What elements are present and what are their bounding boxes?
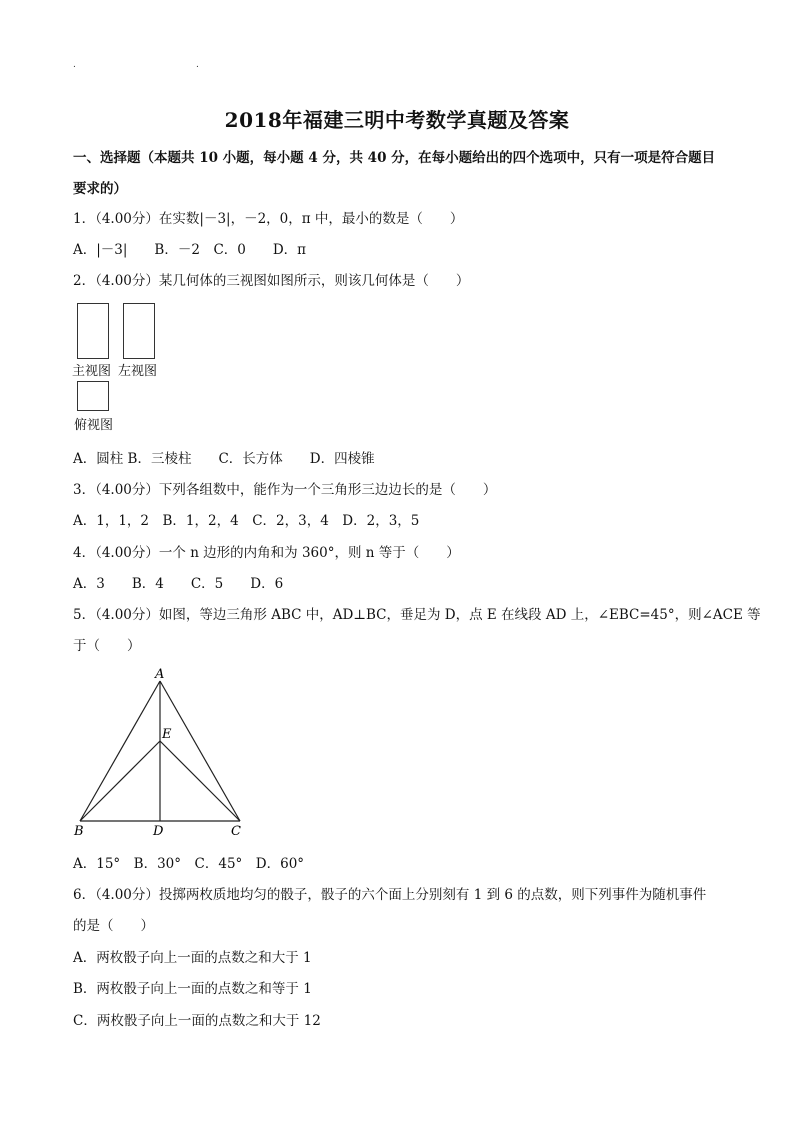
side-ab — [80, 681, 160, 821]
top-view-rect — [77, 381, 109, 411]
front-view-rect — [77, 303, 109, 359]
section-heading: 一、选择题（本题共 10 小题，每小题 4 分，共 40 分，在每小题给出的四个选项中，只有一项是符合题目 — [73, 150, 716, 166]
vertex-label-b: B — [74, 824, 84, 839]
q4-options: A．3 B．4 C．5 D．6 — [73, 576, 284, 592]
q6-stem-cont: 的是（ ） — [73, 918, 154, 934]
q5-stem-cont: 于（ ） — [73, 638, 141, 654]
page-title: 2018年福建三明中考数学真题及答案 — [224, 108, 570, 132]
q6-option-b: B．两枚骰子向上一面的点数之和等于 1 — [73, 981, 312, 997]
q6-stem: 6．（4.00分）投掷两枚质地均匀的骰子，骰子的六个面上分别刻有 1 到 6 的点数，则下列事件为随机事件 — [73, 887, 707, 903]
vertex-label-c: C — [231, 824, 241, 839]
q2-options: A．圆柱 B．三棱柱 C．长方体 D．四棱锥 — [73, 451, 375, 467]
point-label-e: E — [162, 727, 172, 742]
q3-options: A．1，1，2 B．1，2，4 C．2，3，4 D．2，3，5 — [73, 513, 420, 529]
header-dot-left: . — [73, 60, 76, 70]
q1-stem: 1．（4.00分）在实数|－3|，－2，0，π 中，最小的数是（ ） — [73, 211, 464, 227]
top-view-label: 俯视图 — [74, 418, 114, 433]
q3-stem: 3．（4.00分）下列各组数中，能作为一个三角形三边边长的是（ ） — [73, 482, 497, 498]
q5-stem: 5．（4.00分）如图，等边三角形 ABC 中，AD⊥BC，垂足为 D，点 E 在线段 AD 上，∠EBC=45°，则∠ACE 等 — [73, 607, 761, 623]
q4-stem: 4．（4.00分）一个 n 边形的内角和为 360°，则 n 等于（ ） — [73, 545, 460, 561]
q1-options: A．|－3| B．－2 C．0 D．π — [73, 242, 307, 258]
left-view-label: 左视图 — [118, 364, 158, 379]
segment-ce — [160, 741, 240, 821]
segment-be — [80, 741, 160, 821]
vertex-label-a: A — [155, 667, 165, 682]
q5-options: A．15° B．30° C．45° D．60° — [73, 856, 305, 872]
side-ac — [160, 681, 240, 821]
q6-option-a: A．两枚骰子向上一面的点数之和大于 1 — [73, 950, 312, 966]
section-heading-cont: 要求的） — [73, 181, 127, 197]
left-view-rect — [123, 303, 155, 359]
point-label-d: D — [153, 824, 164, 839]
q2-stem: 2．（4.00分）某几何体的三视图如图所示，则该几何体是（ ） — [73, 273, 470, 289]
header-dot-right: . — [196, 60, 199, 70]
triangle-figure — [70, 664, 260, 840]
front-view-label: 主视图 — [72, 364, 112, 379]
q6-option-c: C．两枚骰子向上一面的点数之和大于 12 — [73, 1013, 321, 1029]
